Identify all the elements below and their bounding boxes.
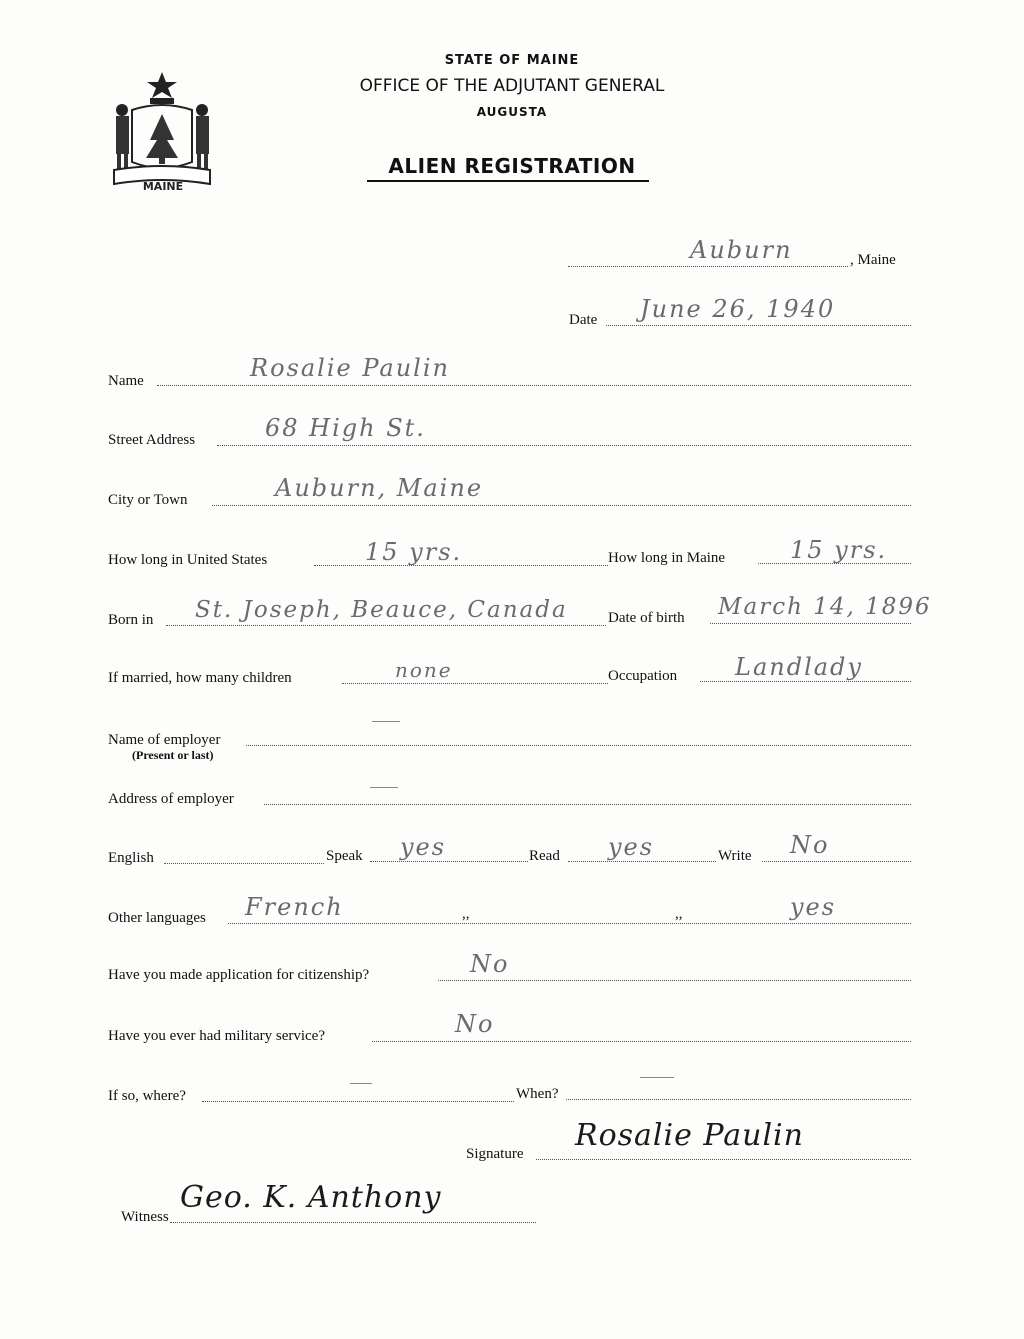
employer-address-dash <box>370 787 398 788</box>
witness-label: Witness <box>121 1209 169 1225</box>
military-line <box>372 1041 911 1042</box>
write-line <box>762 861 911 862</box>
military-value: No <box>455 1010 495 1038</box>
born-line <box>166 625 606 626</box>
when-dash <box>640 1077 674 1078</box>
maine-value: 15 yrs. <box>790 536 888 564</box>
street-label: Street Address <box>108 432 196 448</box>
military-label: Have you ever had military service? <box>108 1028 325 1044</box>
date-line <box>606 325 911 326</box>
citizenship-value: No <box>470 950 510 978</box>
signature-value: Rosalie Paulin <box>575 1118 804 1153</box>
name-value: Rosalie Paulin <box>250 354 450 382</box>
citizenship-line <box>438 980 911 981</box>
employer-sublabel: (Present or last) <box>132 748 214 762</box>
where-line <box>202 1101 514 1102</box>
english-label: English <box>108 850 154 866</box>
occupation-value: Landlady <box>735 653 863 681</box>
dob-line <box>710 623 911 624</box>
born-value: St. Joseph, Beauce, Canada <box>195 597 568 623</box>
place-line <box>568 266 848 267</box>
header-state: STATE OF MAINE <box>444 53 580 68</box>
city-line <box>212 505 911 506</box>
form-title: ALIEN REGISTRATION <box>388 154 636 178</box>
header-office: OFFICE OF THE ADJUTANT GENERAL <box>359 76 665 96</box>
speak-line <box>370 861 528 862</box>
english-line <box>164 863 324 864</box>
other-ditto-2: ,, <box>675 906 683 922</box>
where-dash <box>350 1083 372 1084</box>
other-language-value: French <box>245 893 344 921</box>
when-line <box>566 1099 911 1100</box>
read-line <box>568 861 716 862</box>
seal-banner-text <box>129 178 197 194</box>
write-value: No <box>790 831 830 859</box>
speak-value: yes <box>400 833 447 861</box>
write-label: Write <box>718 848 752 864</box>
speak-label: Speak <box>326 848 363 864</box>
witness-value: Geo. K. Anthony <box>180 1180 442 1215</box>
children-label: If married, how many children <box>108 670 292 686</box>
city-label: City or Town <box>108 492 188 508</box>
occupation-line <box>700 681 911 682</box>
children-line <box>342 683 608 684</box>
title-underline <box>367 180 649 182</box>
maine-label: How long in Maine <box>608 550 726 566</box>
employer-label: Name of employer <box>108 732 221 748</box>
signature-line <box>536 1159 911 1160</box>
witness-line <box>170 1222 536 1223</box>
date-value: June 26, 1940 <box>640 295 836 323</box>
where-label: If so, where? <box>108 1088 186 1104</box>
other-write-value: yes <box>790 893 837 921</box>
employer-dash <box>372 721 400 722</box>
header-city: AUGUSTA <box>476 105 548 119</box>
name-line <box>157 385 911 386</box>
other-languages-label: Other languages <box>108 910 206 926</box>
employer-address-label: Address of employer <box>108 791 234 807</box>
read-value: yes <box>608 833 655 861</box>
citizenship-label: Have you made application for citizenship? <box>108 967 370 983</box>
place-suffix: , Maine <box>850 252 896 268</box>
children-value: none <box>395 658 453 682</box>
us-label: How long in United States <box>108 552 268 568</box>
when-label: When? <box>516 1086 559 1102</box>
place-value: Auburn <box>690 236 793 264</box>
signature-label: Signature <box>466 1146 524 1162</box>
dob-label: Date of birth <box>608 610 685 626</box>
dob-value: March 14, 1896 <box>718 594 932 620</box>
svg-text:MAINE: MAINE <box>142 180 184 193</box>
city-value: Auburn, Maine <box>275 474 484 502</box>
employer-line <box>246 745 911 746</box>
us-value: 15 yrs. <box>365 538 463 566</box>
other-ditto-1: ,, <box>462 906 470 922</box>
date-label: Date <box>569 312 598 328</box>
other-languages-line <box>228 923 911 924</box>
street-value: 68 High St. <box>265 414 426 442</box>
name-label: Name <box>108 373 144 389</box>
employer-address-line <box>264 804 911 805</box>
occupation-label: Occupation <box>608 668 678 684</box>
street-line <box>217 445 911 446</box>
born-label: Born in <box>108 612 154 628</box>
read-label: Read <box>529 848 560 864</box>
